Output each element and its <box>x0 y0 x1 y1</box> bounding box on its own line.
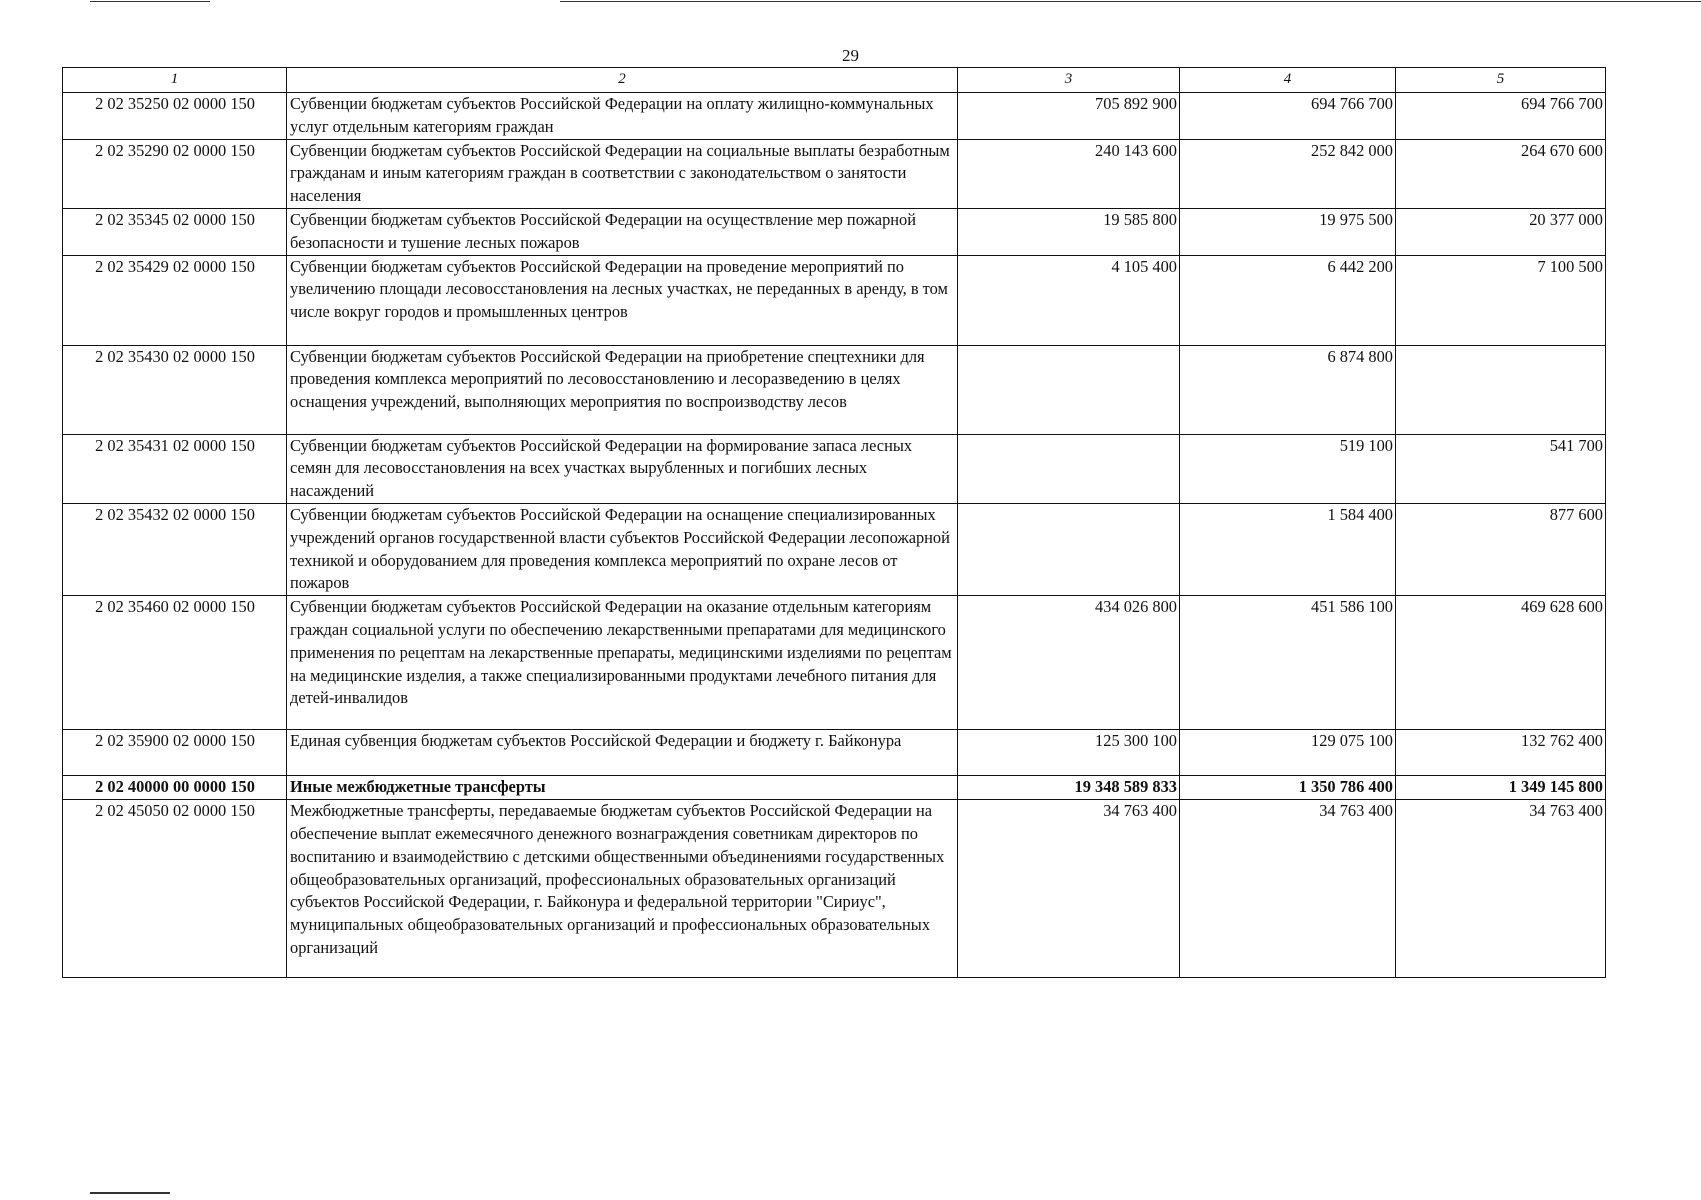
table-row <box>63 255 1606 345</box>
classification-code-cell: 2 02 45050 02 0000 150 <box>63 800 287 978</box>
amount-col3-cell: 705 892 900 <box>958 93 1180 140</box>
amount-col4-cell: 6 442 200 <box>1180 255 1396 345</box>
amount-col4-cell: 252 842 000 <box>1180 139 1396 208</box>
amount-col4-cell: 1 350 786 400 <box>1180 776 1396 800</box>
amount-col4-cell: 519 100 <box>1180 434 1396 503</box>
table-row <box>63 434 1606 503</box>
amount-col5-cell: 469 628 600 <box>1396 596 1606 730</box>
column-number: 1 <box>63 68 287 93</box>
classification-code-cell: 2 02 35430 02 0000 150 <box>63 345 287 434</box>
amount-col3-cell: 4 105 400 <box>958 255 1180 345</box>
amount-col4-cell: 19 975 500 <box>1180 208 1396 255</box>
page-number: 29 <box>842 46 859 65</box>
description-cell: Субвенции бюджетам субъектов Российской Федерации на проведение мероприятий по увеличению площади лесовосстановления на лесных участках, не переданных в аренду, в том числе вокруг городов и промышленных центров <box>287 255 958 345</box>
amount-col3-cell: 19 585 800 <box>958 208 1180 255</box>
classification-code-cell: 2 02 35432 02 0000 150 <box>63 503 287 595</box>
classification-code-cell: 2 02 35900 02 0000 150 <box>63 730 287 776</box>
column-number-row <box>63 68 1606 93</box>
description-cell: Субвенции бюджетам субъектов Российской Федерации на осуществление мер пожарной безопасности и тушение лесных пожаров <box>287 208 958 255</box>
column-number: 4 <box>1180 68 1396 93</box>
description-cell: Межбюджетные трансферты, передаваемые бюджетам субъектов Российской Федерации на обеспечение выплат ежемесячного денежного вознаграждения советникам директоров по воспитанию и взаимодействию с детскими общественными объединениями государственных общеобразовательных организаций, профессиональных образовательных организаций субъектов Российской Федерации, г. Байконура и федеральной территории "Сириус", муниципальных общеобразовательных организаций и профессиональных образовательных организаций <box>287 800 958 978</box>
amount-col4-cell: 6 874 800 <box>1180 345 1396 434</box>
amount-col4-cell: 34 763 400 <box>1180 800 1396 978</box>
amount-col3-cell <box>958 503 1180 595</box>
description-cell: Субвенции бюджетам субъектов Российской Федерации на оказание отдельным категориям граждан социальной услуги по обеспечению лекарственными препаратами для медицинского применения по рецептам на лекарственные препараты, медицинскими изделиями по рецептам на медицинские изделия, а также специализированными продуктами лечебного питания для детей-инвалидов <box>287 596 958 730</box>
scan-edge-line <box>90 1192 170 1194</box>
amount-col4-cell: 1 584 400 <box>1180 503 1396 595</box>
classification-code-cell: 2 02 35431 02 0000 150 <box>63 434 287 503</box>
table-row <box>63 93 1606 140</box>
amount-col5-cell: 7 100 500 <box>1396 255 1606 345</box>
column-number: 3 <box>958 68 1180 93</box>
column-number: 2 <box>287 68 958 93</box>
amount-col4-cell: 451 586 100 <box>1180 596 1396 730</box>
amount-col5-cell: 34 763 400 <box>1396 800 1606 978</box>
classification-code-cell: 2 02 35290 02 0000 150 <box>63 139 287 208</box>
budget-revenue-table <box>62 67 1606 978</box>
classification-code-cell: 2 02 35429 02 0000 150 <box>63 255 287 345</box>
table-row <box>63 596 1606 730</box>
description-cell: Субвенции бюджетам субъектов Российской Федерации на формирование запаса лесных семян для лесовосстановления на всех участках вырубленных и погибших лесных насаждений <box>287 434 958 503</box>
column-number: 5 <box>1396 68 1606 93</box>
amount-col5-cell: 132 762 400 <box>1396 730 1606 776</box>
classification-code-cell: 2 02 35345 02 0000 150 <box>63 208 287 255</box>
table-row <box>63 800 1606 978</box>
description-cell: Единая субвенция бюджетам субъектов Российской Федерации и бюджету г. Байконура <box>287 730 958 776</box>
amount-col3-cell: 434 026 800 <box>958 596 1180 730</box>
amount-col5-cell <box>1396 345 1606 434</box>
classification-code-cell: 2 02 40000 00 0000 150 <box>63 776 287 800</box>
table-row <box>63 503 1606 595</box>
amount-col3-cell: 240 143 600 <box>958 139 1180 208</box>
amount-col3-cell: 19 348 589 833 <box>958 776 1180 800</box>
amount-col5-cell: 264 670 600 <box>1396 139 1606 208</box>
amount-col5-cell: 541 700 <box>1396 434 1606 503</box>
description-cell: Субвенции бюджетам субъектов Российской Федерации на оплату жилищно-коммунальных услуг отдельным категориям граждан <box>287 93 958 140</box>
description-cell: Субвенции бюджетам субъектов Российской Федерации на приобретение спецтехники для проведения комплекса мероприятий по лесовосстановлению и лесоразведению в целях оснащения учреждений, выполняющих мероприятия по воспроизводству лесов <box>287 345 958 434</box>
amount-col5-cell: 877 600 <box>1396 503 1606 595</box>
description-cell: Субвенции бюджетам субъектов Российской Федерации на социальные выплаты безработным гражданам и иным категориям граждан в соответствии с законодательством о занятости населения <box>287 139 958 208</box>
table-row <box>63 208 1606 255</box>
table-row <box>63 139 1606 208</box>
amount-col5-cell: 20 377 000 <box>1396 208 1606 255</box>
amount-col3-cell <box>958 434 1180 503</box>
amount-col3-cell: 125 300 100 <box>958 730 1180 776</box>
scan-edge-line <box>560 1 1701 2</box>
table-row <box>63 345 1606 434</box>
amount-col4-cell: 129 075 100 <box>1180 730 1396 776</box>
table-row <box>63 776 1606 800</box>
amount-col3-cell: 34 763 400 <box>958 800 1180 978</box>
classification-code-cell: 2 02 35460 02 0000 150 <box>63 596 287 730</box>
amount-col5-cell: 1 349 145 800 <box>1396 776 1606 800</box>
amount-col4-cell: 694 766 700 <box>1180 93 1396 140</box>
description-cell: Субвенции бюджетам субъектов Российской Федерации на оснащение специализированных учреждений органов государственной власти субъектов Российской Федерации лесопожарной техникой и оборудованием для проведения комплекса мероприятий по охране лесов от пожаров <box>287 503 958 595</box>
amount-col3-cell <box>958 345 1180 434</box>
amount-col5-cell: 694 766 700 <box>1396 93 1606 140</box>
classification-code-cell: 2 02 35250 02 0000 150 <box>63 93 287 140</box>
scan-edge-line <box>90 1 210 2</box>
description-cell: Иные межбюджетные трансферты <box>287 776 958 800</box>
table-row <box>63 730 1606 776</box>
